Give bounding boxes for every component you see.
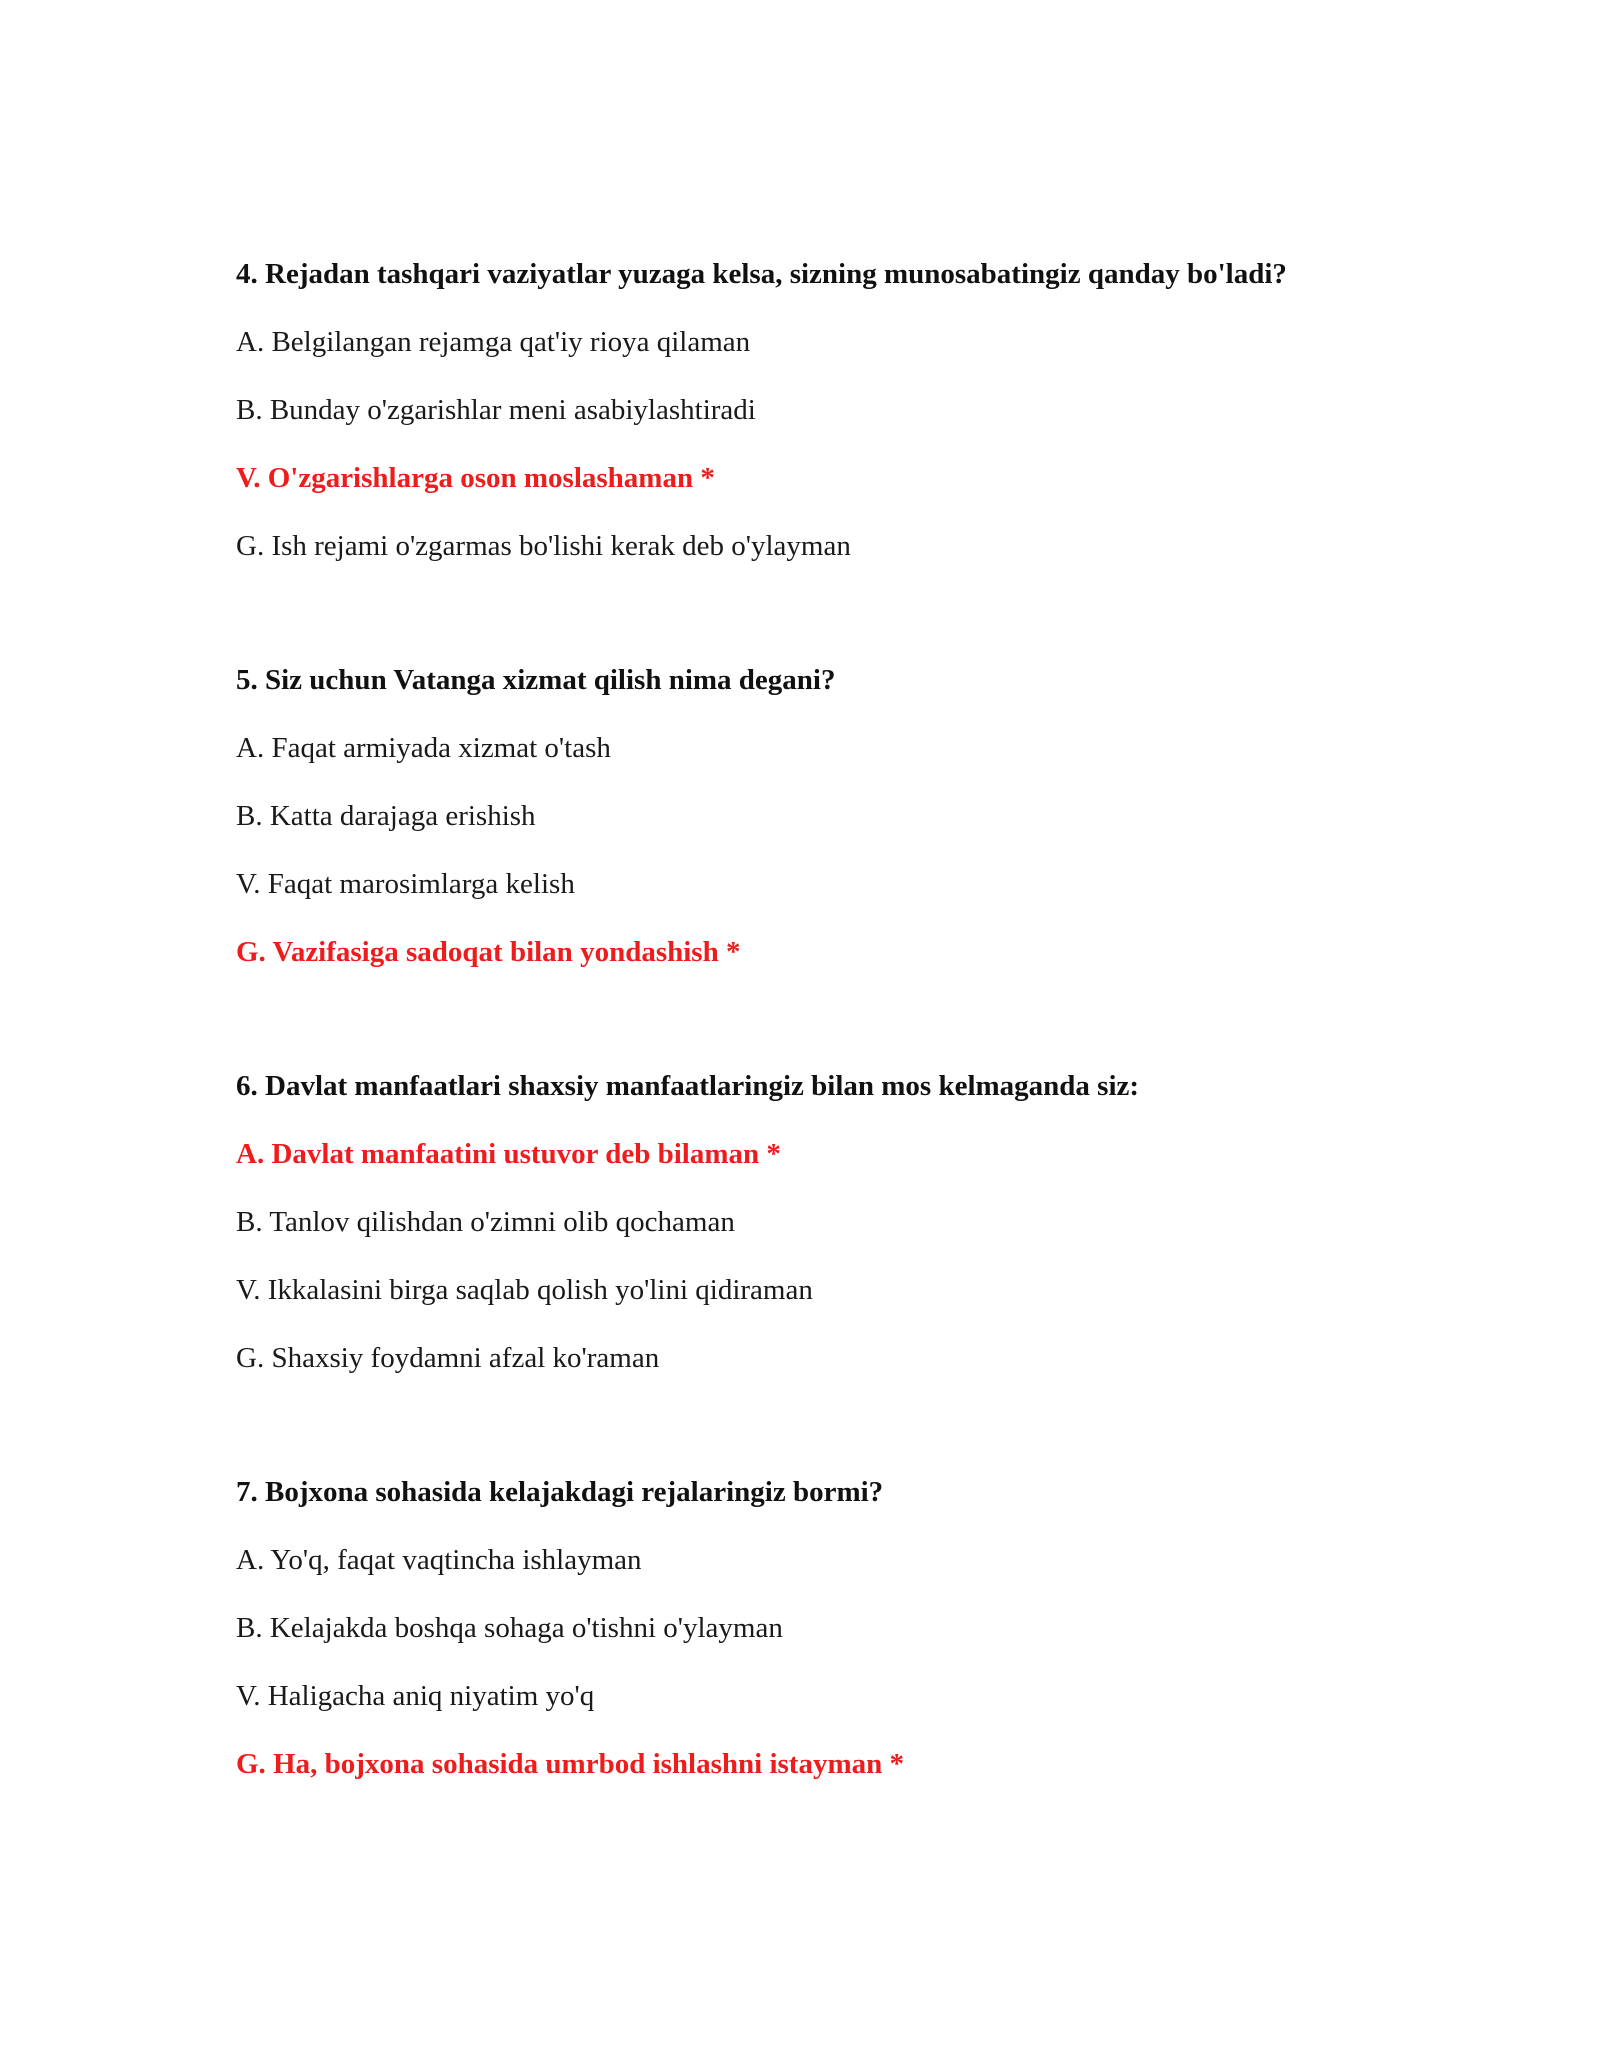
- correct-answer-option: V. O'zgarishlarga oson moslashaman *: [236, 462, 715, 494]
- answer-option: G. Shaxsiy foydamni afzal ko'raman: [236, 1342, 660, 1374]
- answer-option: A. Belgilangan rejamga qat'iy rioya qilaman: [236, 326, 751, 358]
- question-block-4: [236, 254, 1376, 566]
- correct-answer-option: G. Ha, bojxona sohasida umrbod ishlashni istayman *: [236, 1748, 904, 1780]
- question-title: 4. Rejadan tashqari vaziyatlar yuzaga kelsa, sizning munosabatingiz qanday bo'ladi?: [236, 258, 1287, 290]
- answer-option: B. Tanlov qilishdan o'zimni olib qochaman: [236, 1206, 735, 1238]
- quiz-content: [236, 254, 1376, 1784]
- answer-option: B. Kelajakda boshqa sohaga o'tishni o'ylayman: [236, 1612, 783, 1644]
- question-block-6: [236, 1066, 1376, 1378]
- correct-answer-option: A. Davlat manfaatini ustuvor deb bilaman *: [236, 1138, 781, 1170]
- answer-option: B. Katta darajaga erishish: [236, 800, 536, 832]
- question-block-7: [236, 1472, 1376, 1784]
- question-title: 6. Davlat manfaatlari shaxsiy manfaatlaringiz bilan mos kelmaganda siz:: [236, 1070, 1140, 1102]
- answer-option: V. Faqat marosimlarga kelish: [236, 868, 575, 900]
- question-title: 7. Bojxona sohasida kelajakdagi rejalaringiz bormi?: [236, 1476, 884, 1508]
- answer-option: G. Ish rejami o'zgarmas bo'lishi kerak deb o'ylayman: [236, 530, 851, 562]
- answer-option: A. Faqat armiyada xizmat o'tash: [236, 732, 611, 764]
- question-title: 5. Siz uchun Vatanga xizmat qilish nima degani?: [236, 664, 836, 696]
- question-block-5: [236, 660, 1376, 972]
- answer-option: V. Haligacha aniq niyatim yo'q: [236, 1680, 595, 1712]
- answer-option: V. Ikkalasini birga saqlab qolish yo'lini qidiraman: [236, 1274, 813, 1306]
- correct-answer-option: G. Vazifasiga sadoqat bilan yondashish *: [236, 936, 741, 968]
- answer-option: B. Bunday o'zgarishlar meni asabiylashtiradi: [236, 394, 756, 426]
- answer-option: A. Yo'q, faqat vaqtincha ishlayman: [236, 1544, 642, 1576]
